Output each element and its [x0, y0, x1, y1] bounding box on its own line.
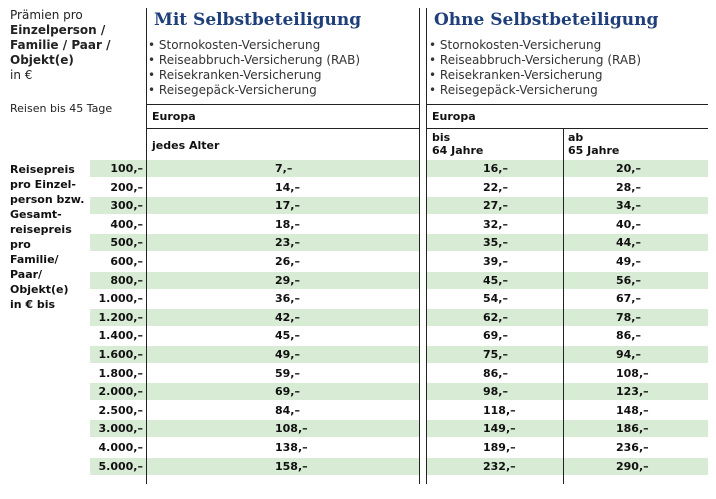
premium-with-deductible-cell: 29,– [275, 274, 300, 287]
premium-under-65-cell: 69,– [483, 329, 508, 342]
age-line: 65 Jahre [568, 144, 620, 157]
price-cell: 1.200,– [98, 311, 143, 324]
list-item: • Stornokosten-Versicherung [429, 38, 602, 52]
premium-under-65-cell: 75,– [483, 348, 508, 361]
premium-under-65-cell: 22,– [483, 181, 508, 194]
premium-with-deductible-cell: 59,– [275, 367, 300, 380]
price-cell: 1.000,– [98, 292, 143, 305]
price-cell: 1.400,– [98, 329, 143, 342]
premium-65-plus-cell: 148,– [616, 404, 649, 417]
divider [419, 8, 420, 484]
price-cell: 5.000,– [98, 460, 143, 473]
premium-under-65-cell: 62,– [483, 311, 508, 324]
premium-with-deductible-cell: 18,– [275, 218, 300, 231]
note-line: Objekt(e) [10, 53, 74, 67]
label-line: Familie/ [10, 253, 59, 266]
coverage-list-with-deductible [148, 38, 360, 98]
label-line: person bzw. [10, 193, 85, 206]
list-item: • Reisekranken-Versicherung [148, 68, 322, 82]
premium-with-deductible-cell: 23,– [275, 236, 300, 249]
price-cell: 1.600,– [98, 348, 143, 361]
coverage-list-without-deductible [429, 38, 641, 98]
premium-with-deductible-cell: 108,– [275, 422, 308, 435]
section-title-with-deductible: Mit Selbstbeteiligung [154, 10, 362, 30]
premium-with-deductible-cell: 49,– [275, 348, 300, 361]
premium-under-65-cell: 16,– [483, 162, 508, 175]
region-label: Europa [152, 110, 196, 123]
age-line: 64 Jahre [432, 144, 484, 157]
label-line: Objekt(e) [10, 283, 69, 296]
price-cell: 100,– [110, 162, 143, 175]
list-item: • Reisegepäck-Versicherung [148, 83, 317, 97]
age-label: jedes Alter [152, 139, 220, 152]
premium-65-plus-cell: 94,– [616, 348, 641, 361]
age-label-under-65 [432, 131, 483, 157]
label-line: pro [10, 238, 31, 251]
price-cell: 200,– [110, 181, 143, 194]
premium-under-65-cell: 35,– [483, 236, 508, 249]
premium-65-plus-cell: 290,– [616, 460, 649, 473]
premium-with-deductible-cell: 158,– [275, 460, 308, 473]
note-line: Familie / Paar / [10, 38, 111, 52]
note-line: in € [10, 68, 33, 82]
premium-with-deductible-cell: 42,– [275, 311, 300, 324]
premium-65-plus-cell: 108,– [616, 367, 649, 380]
premium-with-deductible-cell: 14,– [275, 181, 300, 194]
premium-under-65-cell: 98,– [483, 385, 508, 398]
premium-65-plus-cell: 56,– [616, 274, 641, 287]
premium-65-plus-cell: 20,– [616, 162, 641, 175]
divider [146, 128, 420, 129]
price-cell: 2.500,– [98, 404, 143, 417]
premium-under-65-cell: 118,– [483, 404, 516, 417]
premium-under-65-cell: 86,– [483, 367, 508, 380]
price-cell: 300,– [110, 199, 143, 212]
premium-under-65-cell: 45,– [483, 274, 508, 287]
label-line: Reisepreis [10, 163, 75, 176]
premium-under-65-cell: 189,– [483, 441, 516, 454]
premium-with-deductible-cell: 7,– [275, 162, 293, 175]
premium-with-deductible-cell: 138,– [275, 441, 308, 454]
list-item: • Stornokosten-Versicherung [148, 38, 321, 52]
label-line: pro Einzel- [10, 178, 76, 191]
label-line: reisepreis [10, 223, 72, 236]
premium-under-65-cell: 32,– [483, 218, 508, 231]
age-label-65-plus [568, 131, 619, 157]
premium-with-deductible-cell: 84,– [275, 404, 300, 417]
premium-65-plus-cell: 236,– [616, 441, 649, 454]
price-cell: 800,– [110, 274, 143, 287]
premium-with-deductible-cell: 36,– [275, 292, 300, 305]
premium-65-plus-cell: 40,– [616, 218, 641, 231]
premium-basis-note [10, 8, 150, 83]
premium-65-plus-cell: 78,– [616, 311, 641, 324]
premium-65-plus-cell: 67,– [616, 292, 641, 305]
premium-65-plus-cell: 34,– [616, 199, 641, 212]
premium-under-65-cell: 149,– [483, 422, 516, 435]
age-line: ab [568, 131, 584, 144]
premium-65-plus-cell: 28,– [616, 181, 641, 194]
list-item: • Reiseabbruch-Versicherung (RAB) [429, 53, 641, 67]
note-line: Einzelperson / [10, 23, 106, 37]
list-item: • Reiseabbruch-Versicherung (RAB) [148, 53, 360, 67]
label-line: Paar/ [10, 268, 43, 281]
price-cell: 4.000,– [98, 441, 143, 454]
premium-with-deductible-cell: 17,– [275, 199, 300, 212]
premium-65-plus-cell: 44,– [616, 236, 641, 249]
price-cell: 2.000,– [98, 385, 143, 398]
price-cell: 1.800,– [98, 367, 143, 380]
label-line: Gesamt- [10, 208, 62, 221]
premium-with-deductible-cell: 45,– [275, 329, 300, 342]
list-item: • Reisekranken-Versicherung [429, 68, 603, 82]
divider [426, 104, 708, 105]
price-cell: 400,– [110, 218, 143, 231]
premium-under-65-cell: 39,– [483, 255, 508, 268]
note-line: Prämien pro [10, 8, 83, 22]
premium-under-65-cell: 27,– [483, 199, 508, 212]
price-cell: 3.000,– [98, 422, 143, 435]
premium-65-plus-cell: 123,– [616, 385, 649, 398]
premium-with-deductible-cell: 26,– [275, 255, 300, 268]
section-title-without-deductible: Ohne Selbstbeteiligung [434, 10, 659, 30]
travel-duration-note: Reisen bis 45 Tage [10, 102, 113, 115]
premium-under-65-cell: 232,– [483, 460, 516, 473]
price-cell: 600,– [110, 255, 143, 268]
premium-65-plus-cell: 86,– [616, 329, 641, 342]
divider [426, 128, 708, 129]
divider [146, 104, 420, 105]
row-axis-label [10, 162, 90, 312]
region-label: Europa [432, 110, 476, 123]
premium-under-65-cell: 54,– [483, 292, 508, 305]
premium-65-plus-cell: 49,– [616, 255, 641, 268]
premium-65-plus-cell: 186,– [616, 422, 649, 435]
price-cell: 500,– [110, 236, 143, 249]
list-item: • Reisegepäck-Versicherung [429, 83, 598, 97]
age-line: bis [432, 131, 451, 144]
label-line: in € bis [10, 298, 56, 311]
premium-with-deductible-cell: 69,– [275, 385, 300, 398]
